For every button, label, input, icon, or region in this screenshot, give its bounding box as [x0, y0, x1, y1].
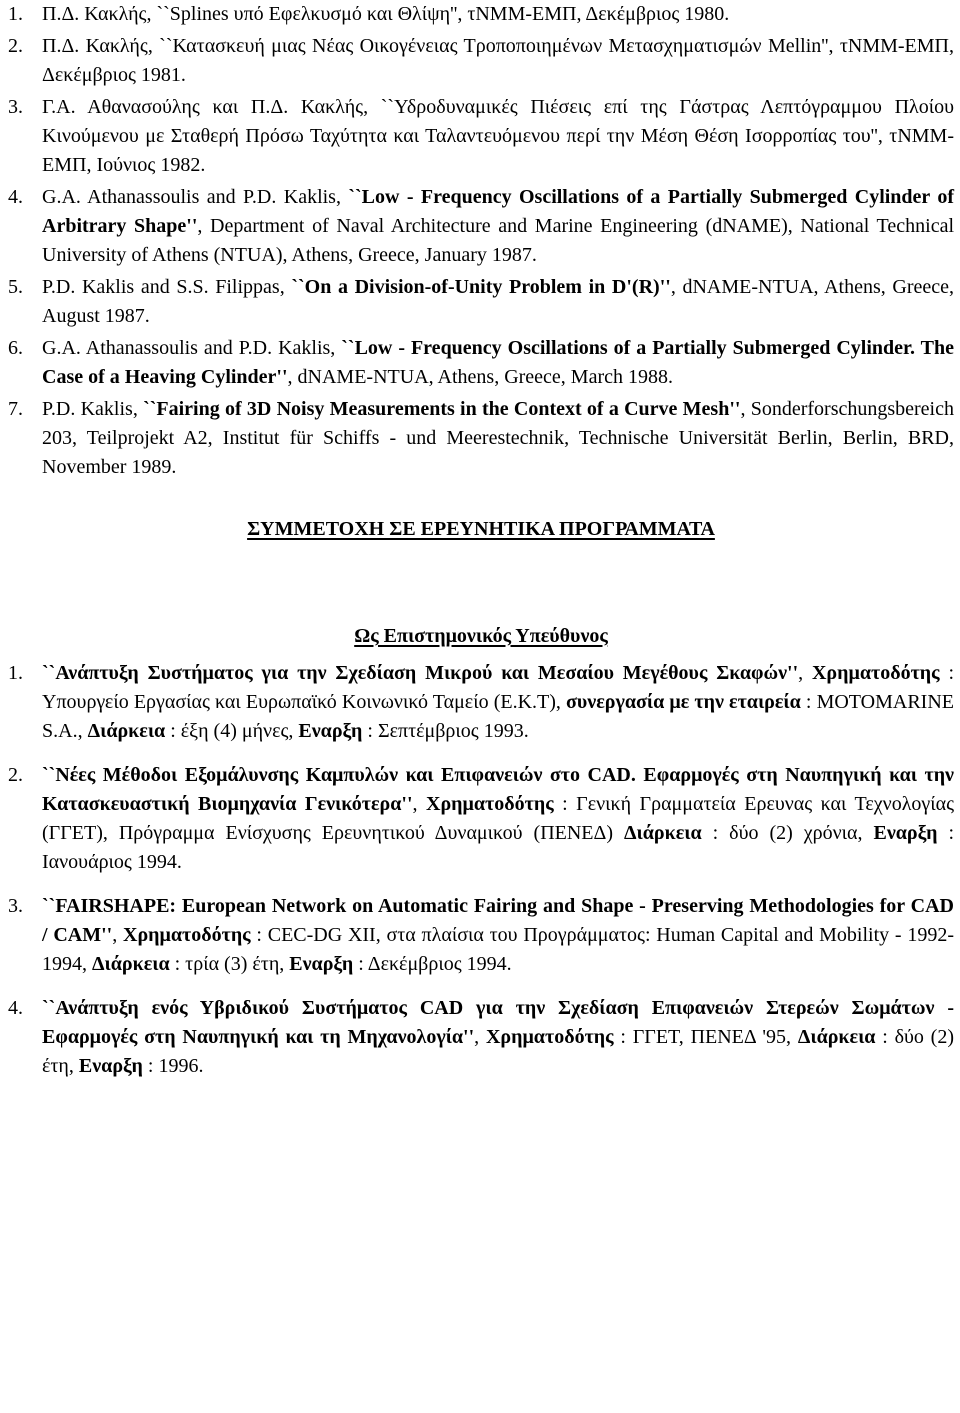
- entry-text: [42, 764, 954, 873]
- project-title: ``FAIRSHAPE: European Network on Automatic Fairing and Shape - Preserving Methodologies for CAD / CAM'': [42, 895, 954, 946]
- entry-number: 2.: [8, 764, 23, 786]
- entry-number: 1.: [8, 662, 23, 684]
- entry-segment: ,: [798, 662, 812, 684]
- entry-segment: G.A. Athanassoulis and P.D. Kaklis,: [42, 186, 349, 208]
- entry-segment: Π.Δ. Κακλής, ``Splines υπό Εφελκυσμό και Θλίψη'', τΝΜΜ-ΕΜΠ, Δεκέμβριος 1980.: [42, 3, 730, 25]
- entry-title: ``On a Division-of-Unity Problem in D'(R)'': [291, 276, 671, 298]
- entry-segment: : δύο (2) έτη,: [42, 1026, 955, 1077]
- project-title: ``Ανάπτυξη Συστήματος για την Σχεδίαση Μικρού και Μεσαίου Μεγέθους Σκαφών'': [42, 662, 799, 684]
- entry-segment: : 1996.: [142, 1055, 204, 1077]
- entry-text: [42, 662, 954, 742]
- project-entry-1: [8, 659, 954, 746]
- entry-segment: Γ.Α. Αθανασούλης και Π.Δ. Κακλής, ``Υδροδυναμικές Πιέσεις επί της Γάστρας Λεπτόγραμμου Πλοίου Κινούμενου με Σταθερή Πρόσω Ταχύτητα και Ταλαντευόμενου περί την Μέση Θέση Ισορροπίας του'', τΝΜΜ-ΕΜΠ, Ιούνιος 1982.: [42, 96, 954, 176]
- entry-number: 3.: [8, 895, 23, 917]
- project-entry-3: [8, 892, 954, 979]
- funder-label: Χρηματοδότης: [426, 793, 554, 815]
- entry-text: [42, 186, 954, 266]
- entry-text: [42, 337, 954, 388]
- entry-text: [42, 997, 954, 1077]
- start-label: Εναρξη: [298, 720, 363, 742]
- project-title: ``Ανάπτυξη ενός Υβριδικού Συστήματος CAD για την Σχεδίαση Επιφανειών Στερεών Σωμάτων - Εφαρμογές στη Ναυπηγική και τη Μηχανολογία'': [42, 997, 954, 1048]
- project-entry-2: [8, 761, 954, 877]
- entry-segment: ,: [412, 793, 427, 815]
- entry-segment: : δύο (2) χρόνια,: [701, 822, 874, 844]
- entry-text: [42, 895, 954, 975]
- publication-entry-7: [8, 395, 954, 482]
- entry-segment: P.D. Kaklis,: [42, 398, 144, 420]
- entry-segment: , Sonderforschungsbereich 203, Teilprojekt A2, Institut für Schiffs - und Meerestechnik, Technische Universität Berlin, Berlin, BRD, November 1989.: [42, 398, 954, 478]
- duration-label: Διάρκεια: [92, 953, 170, 975]
- entry-number: 2.: [8, 35, 23, 57]
- project-title: ``Νέες Μέθοδοι Εξομάλυνσης Καμπυλών και Επιφανειών στο CAD. Εφαρμογές στη Ναυπηγική και την Κατασκευαστική Βιομηχανία Γενικότερα'': [42, 764, 954, 815]
- entry-segment: ,: [474, 1026, 486, 1048]
- entry-segment: : Υπουργείο Εργασίας και Ευρωπαϊκό Κοινωνικό Ταμείο (Ε.Κ.Τ),: [42, 662, 955, 713]
- publication-list: [8, 0, 954, 482]
- entry-number: 1.: [8, 3, 23, 25]
- funder-label: Χρηματοδότης: [811, 662, 940, 684]
- section-title: ΣΥΜΜΕΤΟΧΗ ΣΕ ΕΡΕΥΝΗΤΙΚΑ ΠΡΟΓΡΑΜΜΑΤΑ: [247, 518, 715, 540]
- publication-entry-1: [8, 0, 954, 29]
- publication-entry-6: [8, 334, 954, 392]
- entry-segment: , dNAME-NTUA, Athens, Greece, March 1988.: [287, 366, 674, 388]
- entry-text: [42, 3, 729, 25]
- entry-text: [42, 96, 954, 176]
- entry-text: [42, 398, 954, 478]
- entry-segment: , dNAME-NTUA, Athens, Greece, August 1987.: [42, 276, 954, 327]
- entry-segment: ,: [112, 924, 123, 946]
- subsection-title: Ως Επιστημονικός Υπεύθυνος: [354, 625, 608, 647]
- publication-entry-4: [8, 183, 954, 270]
- entry-segment: : ΓΓΕΤ, ΠΕΝΕΔ '95,: [613, 1026, 798, 1048]
- entry-number: 4.: [8, 997, 23, 1019]
- entry-number: 3.: [8, 96, 23, 118]
- entry-number: 5.: [8, 276, 23, 298]
- entry-segment: P.D. Kaklis and S.S. Filippas,: [42, 276, 292, 298]
- publication-entry-3: [8, 93, 954, 180]
- entry-segment: : Δεκέμβριος 1994.: [353, 953, 512, 975]
- entry-segment: : έξη (4) μήνες,: [165, 720, 299, 742]
- entry-segment: : Σεπτέμβριος 1993.: [362, 720, 529, 742]
- start-label: Εναρξη: [873, 822, 938, 844]
- project-entry-4: [8, 994, 954, 1081]
- entry-segment: : CEC-DG XII, στα πλαίσια του Προγράμματος: Human Capital and Mobility - 1992-1994,: [42, 924, 955, 975]
- entry-segment: , Department of Naval Architecture and Marine Engineering (dNAME), National Technical University of Athens (NTUA), Athens, Greece, January 1987.: [42, 215, 954, 266]
- entry-segment: G.A. Athanassoulis and P.D. Kaklis,: [42, 337, 342, 359]
- entry-segment: : MOTOMARINE S.A.,: [42, 691, 954, 742]
- entry-title: ``Low - Frequency Oscillations of a Partially Submerged Cylinder of Arbitrary Shape'': [42, 186, 954, 237]
- entry-number: 7.: [8, 398, 23, 420]
- publication-entry-2: [8, 32, 954, 90]
- funder-label: Χρηματοδότης: [123, 924, 251, 946]
- duration-label: Διάρκεια: [797, 1026, 876, 1048]
- entry-segment: Π.Δ. Κακλής, ``Κατασκευή μιας Νέας Οικογένειας Τροποποιημένων Μετασχηματισμών Mellin'', τΝΜΜ-ΕΜΠ, Δεκέμβριος 1981.: [42, 35, 954, 86]
- entry-segment: : Γενική Γραμματεία Ερευνας και Τεχνολογίας (ΓΓΕΤ), Πρόγραμμα Ενίσχυσης Ερευνητικού Δυναμικού (ΠΕΝΕΔ): [42, 793, 955, 844]
- funder-label: Χρηματοδότης: [485, 1026, 614, 1048]
- entry-number: 4.: [8, 186, 23, 208]
- entry-text: [42, 276, 954, 327]
- entry-segment: : Ιανουάριος 1994.: [42, 822, 954, 873]
- entry-title: ``Fairing of 3D Noisy Measurements in the Context of a Curve Mesh'': [143, 398, 741, 420]
- entry-segment: : τρία (3) έτη,: [169, 953, 290, 975]
- entry-number: 6.: [8, 337, 23, 359]
- start-label: Εναρξη: [289, 953, 354, 975]
- duration-label: Διάρκεια: [624, 822, 702, 844]
- entry-text: [42, 35, 954, 86]
- duration-label: Διάρκεια: [87, 720, 166, 742]
- project-list: [8, 659, 954, 1081]
- entry-title: ``Low - Frequency Oscillations of a Partially Submerged Cylinder. The Case of a Heaving Cylinder'': [42, 337, 954, 388]
- publication-entry-5: [8, 273, 954, 331]
- partner-label: συνεργασία με την εταιρεία: [566, 691, 801, 713]
- start-label: Εναρξη: [78, 1055, 143, 1077]
